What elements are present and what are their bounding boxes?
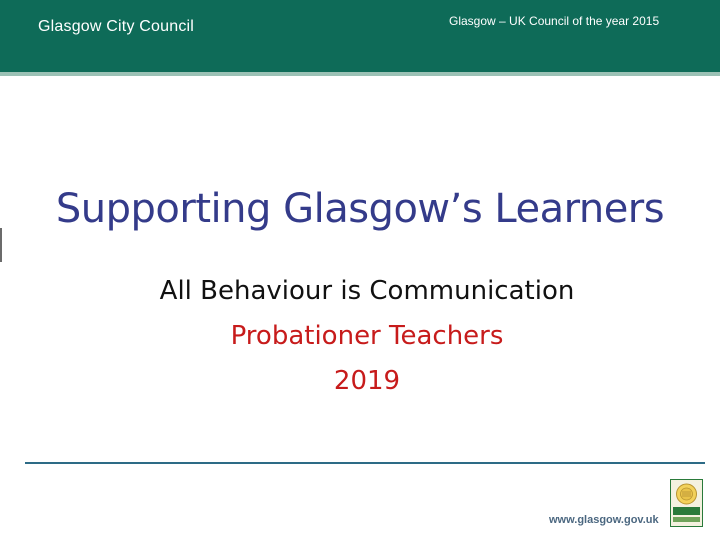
header-bar [0, 0, 720, 76]
website-link[interactable]: www.glasgow.gov.uk [549, 514, 659, 526]
glasgow-crest-logo [670, 479, 703, 527]
subtitle-line-3: 2019 [333, 366, 401, 396]
slide-title: Supporting Glasgow’s Learners [55, 186, 665, 232]
footer-divider [25, 462, 705, 464]
edge-mark [0, 228, 2, 262]
crest-icon [671, 480, 702, 526]
header-tagline: Glasgow – UK Council of the year 2015 [449, 14, 660, 28]
organisation-name: Glasgow City Council [38, 18, 195, 35]
subtitle-line-1: All Behaviour is Communication [159, 276, 575, 306]
subtitle-line-2: Probationer Teachers [230, 321, 504, 351]
